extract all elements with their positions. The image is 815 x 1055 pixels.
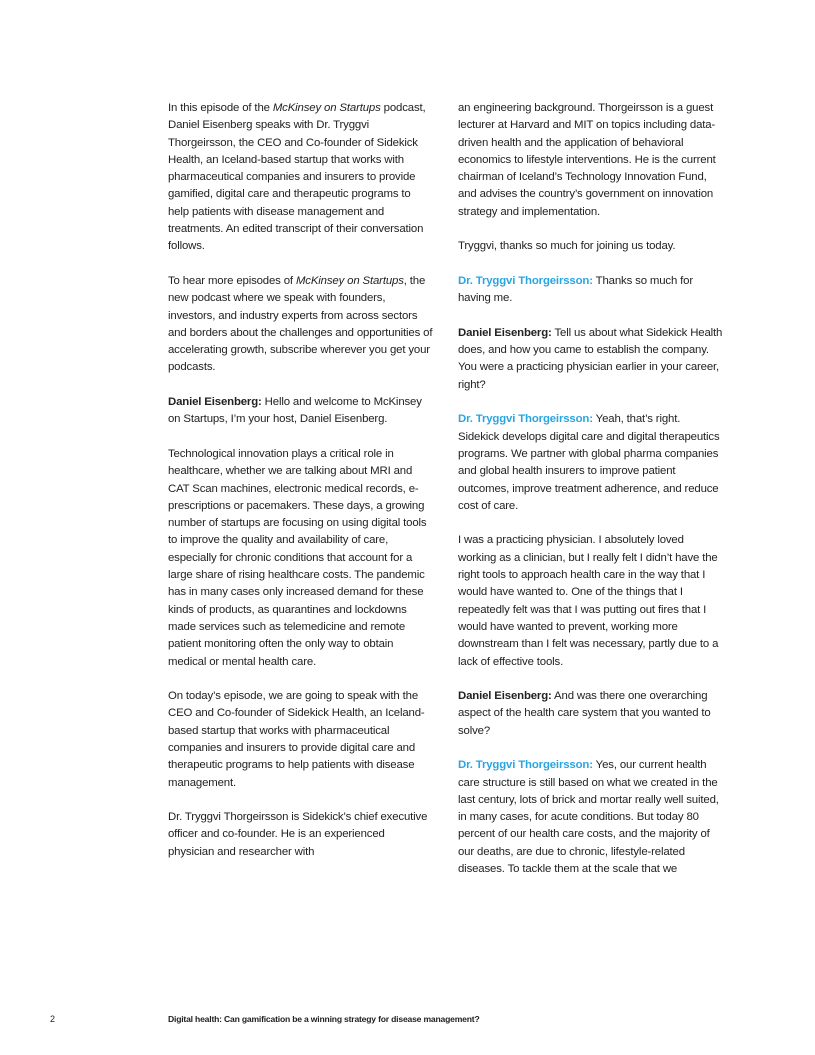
transcript-turn bbox=[168, 394, 433, 429]
intro-paragraph bbox=[168, 100, 433, 256]
speaker-host: Daniel Eisenberg: bbox=[458, 690, 552, 703]
subscribe-paragraph bbox=[168, 273, 433, 377]
turn-text: Tell us about what Sidekick Health does, and how you came to establish the company. You were a practicing physician earlier in your career, right? bbox=[458, 326, 723, 391]
transcript-turn bbox=[458, 273, 723, 308]
subscribe-text: To hear more episodes of bbox=[168, 274, 296, 287]
body-paragraph: I was a practicing physician. I absolutely loved working as a clinician, but I really felt I didn’t have the right tools to approach health care in the way that I would have wanted to. One of the things that I repeatedly felt was that I was putting out fires that I would have wanted to prevent, working more downstream than I felt was necessary, partly due to a lack of effective tools. bbox=[458, 534, 719, 668]
turn-text: Yeah, that’s right. Sidekick develops digital care and digital therapeutics programs. We partner with global pharma companies and global health insurers to improve patient outcomes, improve treatment adherence, and reduce cost of care. bbox=[458, 413, 720, 512]
left-column bbox=[168, 100, 433, 878]
turn-text: Yes, our current health care structure is still based on what we created in the last century, lots of brick and mortar really well suited, in many cases, for acute conditions. But today 80 percent of our health care costs, and the majority of our deaths, are due to chronic, lifestyle-related diseases. To tackle them at the scale that we bbox=[458, 759, 719, 876]
speaker-host: Daniel Eisenberg: bbox=[168, 396, 262, 409]
running-footer-title: Digital health: Can gamification be a winning strategy for disease management? bbox=[168, 1014, 480, 1024]
podcast-title: McKinsey on Startups bbox=[272, 102, 381, 114]
turn-text: Hello and welcome to McKinsey on Startups, I’m your host, Daniel Eisenberg. bbox=[168, 396, 422, 426]
transcript-turn bbox=[458, 757, 723, 878]
intro-text: In this episode of the bbox=[168, 102, 273, 114]
speaker-guest: Dr. Tryggvi Thorgeirsson: bbox=[458, 413, 593, 426]
body-paragraph: Dr. Tryggvi Thorgeirsson is Sidekick’s chief executive officer and co-founder. He is an experienced physician and researcher with bbox=[168, 811, 428, 858]
transcript-turn bbox=[458, 411, 723, 515]
body-paragraph: On today’s episode, we are going to speak with the CEO and Co-founder of Sidekick Health, an Iceland-based startup that works with pharmaceutical companies and insurers to provide digital care and therapeutic programs to help patients with disease management. bbox=[168, 690, 425, 789]
turn-text: Thanks so much for having me. bbox=[458, 274, 694, 305]
body-paragraph: Tryggvi, thanks so much for joining us today. bbox=[458, 240, 676, 253]
podcast-title: McKinsey on Startups bbox=[295, 274, 404, 287]
subscribe-text: , the new podcast where we speak with founders, investors, and industry experts from across sectors and borders about the challenges and opportunities of accelerating growth, subscribe wherever you get your podcasts. bbox=[168, 274, 433, 374]
speaker-guest: Dr. Tryggvi Thorgeirsson: bbox=[458, 759, 593, 772]
speaker-host: Daniel Eisenberg: bbox=[458, 326, 552, 339]
body-paragraph: Technological innovation plays a critical role in healthcare, whether we are talking about MRI and CAT Scan machines, electronic medical records, e-prescriptions or pacemakers. These days, a growing number of startups are focusing on using digital tools to improve the quality and availability of care, especially for chronic conditions that account for a large share of rising healthcare costs. The pandemic has in many cases only increased demand for these kinds of products, as quarantines and lockdowns made services such as telemedicine and remote patient monitoring often the only way to obtain medical or mental health care. bbox=[168, 447, 427, 668]
transcript-turn bbox=[458, 325, 723, 394]
speaker-guest: Dr. Tryggvi Thorgeirsson: bbox=[458, 274, 593, 287]
page-number: 2 bbox=[50, 1014, 56, 1024]
right-column bbox=[458, 100, 723, 896]
body-paragraph: an engineering background. Thorgeirsson is a guest lecturer at Harvard and MIT on topics including data-driven health and the application of behavioral economics to lifestyle interventions. He is the current chairman of Iceland’s Technology Innovation Fund, and advises the country’s government on innovation strategy and implementation. bbox=[458, 102, 716, 218]
turn-text: And was there one overarching aspect of the health care system that you wanted to solve? bbox=[458, 690, 711, 737]
intro-text: podcast, Daniel Eisenberg speaks with Dr. Tryggvi Thorgeirsson, the CEO and Co-founder of Sidekick Health, an Iceland-based startup that works with pharmaceutical companies and insurers to provide gamified, digital care and therapeutic programs to help patients with disease management and treatments. An edited transcript of their conversation follows. bbox=[168, 102, 426, 253]
transcript-turn bbox=[458, 688, 723, 740]
